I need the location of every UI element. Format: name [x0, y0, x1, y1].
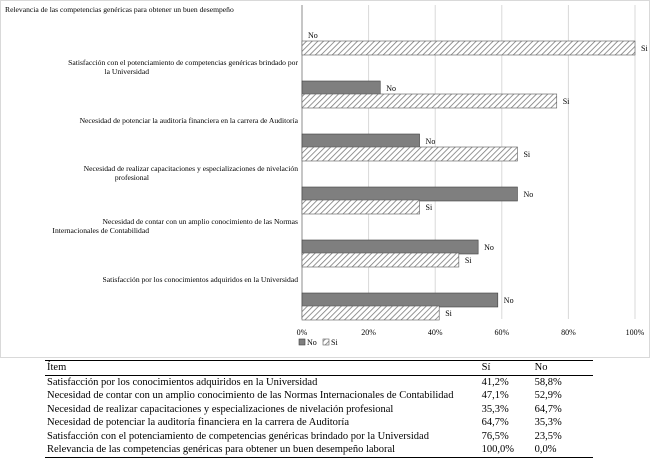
header-si: Sí	[480, 361, 533, 376]
legend-label-si: Si	[331, 338, 338, 347]
bar-si	[302, 200, 420, 214]
x-tick-label: 20%	[361, 328, 376, 337]
legend-swatch-no	[299, 339, 305, 345]
row-item: Necesidad de contar con un amplio conocimiento de las Normas Internacionales de Contabilidad	[47, 390, 454, 402]
legend-label-no: No	[307, 338, 317, 347]
category-label: Relevancia de las competencias genéricas para obtener un buen desempeño	[5, 5, 234, 14]
row-item: Satisfacción por los conocimientos adquiridos en la Universidad	[47, 376, 318, 388]
bar-label-no: No	[503, 296, 514, 305]
row-si: 64,7%	[481, 417, 509, 429]
category-label: Necesidad de realizar capacitaciones y especializaciones de nivelación	[83, 164, 298, 173]
row-item: Satisfacción con el potenciamiento de competencias genéricas brindado por la Universidad	[47, 430, 429, 442]
row-si: 100,0%	[480, 444, 533, 458]
bar-label-no: No	[425, 137, 436, 146]
category-label: Satisfacción con el potenciamiento de competencias genéricas brindado por	[68, 58, 298, 67]
table-row	[45, 417, 593, 431]
bar-label-no: No	[523, 190, 534, 199]
table-row	[45, 430, 593, 444]
x-tick-label: 100%	[625, 328, 645, 337]
x-tick-label: 0%	[296, 328, 308, 337]
bar-si	[302, 306, 439, 320]
bar-label-no: No	[484, 243, 494, 252]
bar-label-no: No	[386, 84, 397, 93]
data-table	[45, 360, 593, 458]
category-label: Necesidad de potenciar la auditoría financiera en la carrera de Auditoría	[79, 116, 298, 125]
bar-si	[302, 253, 459, 267]
table-row	[45, 403, 593, 417]
row-item: Relevancia de las competencias genéricas para obtener un buen desempeño laboral	[45, 444, 480, 458]
bar-label-si: Si	[464, 256, 472, 265]
bar-no	[302, 134, 420, 148]
row-no: 35,3%	[534, 417, 562, 429]
row-no: 0,0%	[533, 444, 593, 458]
row-si: 76,5%	[481, 430, 509, 442]
bar-si	[302, 41, 635, 55]
x-tick-label: 80%	[561, 328, 576, 337]
row-si: 35,3%	[481, 403, 509, 415]
row-item: Necesidad de realizar capacitaciones y especializaciones de nivelación profesional	[47, 403, 394, 415]
header-item: Ítem	[45, 361, 480, 376]
x-tick-label: 40%	[427, 328, 443, 337]
row-si: 47,1%	[481, 390, 509, 402]
category-label: profesional	[114, 173, 149, 182]
row-item: Necesidad de potenciar la auditoría financiera en la carrera de Auditoría	[47, 417, 350, 429]
legend-swatch-si	[323, 339, 329, 345]
table-header-row	[45, 361, 593, 376]
bar-label-no: No	[308, 31, 318, 40]
bar-label-si: Si	[641, 44, 648, 53]
category-label: la Universidad	[104, 67, 149, 76]
row-si: 41,2%	[481, 376, 509, 388]
bar-no	[302, 293, 498, 307]
bar-si	[302, 94, 557, 108]
table-row	[45, 444, 593, 458]
bar-label-si: Si	[445, 309, 452, 318]
table-row	[45, 376, 593, 390]
row-no: 64,7%	[534, 403, 562, 415]
bar-chart	[1, 1, 650, 359]
row-no: 23,5%	[534, 430, 562, 442]
x-tick-label: 60%	[494, 328, 510, 337]
category-label: Internacionales de Contabilidad	[52, 226, 149, 235]
bar-no	[302, 187, 517, 201]
header-no: No	[533, 361, 593, 376]
category-label: Satisfacción por los conocimientos adquiridos en la Universidad	[102, 275, 298, 284]
row-no: 52,9%	[534, 390, 562, 402]
bar-label-si: Si	[425, 203, 433, 212]
row-no: 58,8%	[534, 376, 562, 388]
table-row	[45, 390, 593, 404]
category-label: Necesidad de contar con un amplio conocimiento de las Normas	[102, 217, 298, 226]
bar-no	[302, 81, 380, 95]
bar-si	[302, 147, 517, 161]
bar-label-si: Si	[562, 97, 570, 106]
bar-label-si: Si	[523, 150, 531, 159]
bar-no	[302, 240, 478, 254]
